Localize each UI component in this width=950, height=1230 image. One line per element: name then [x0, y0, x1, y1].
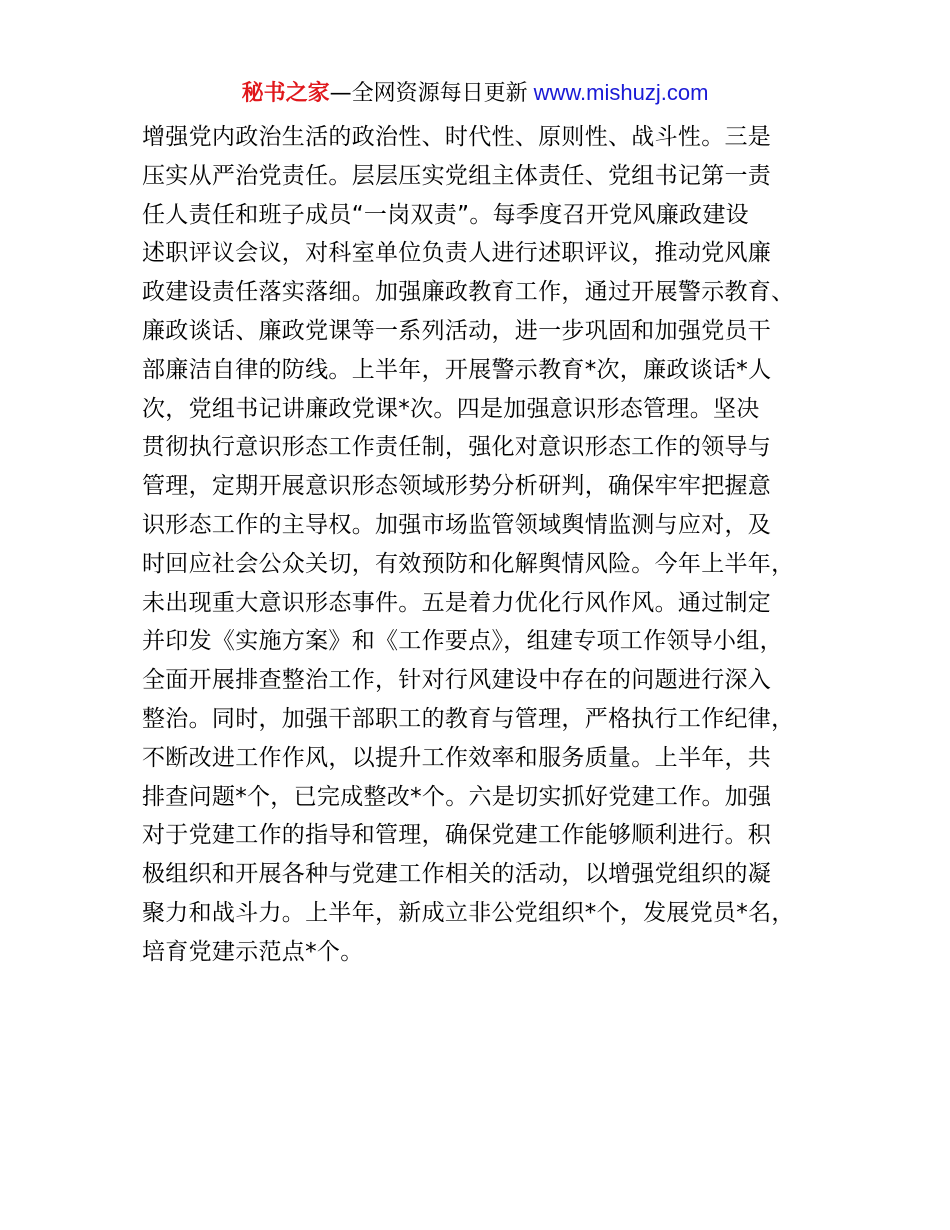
text-line: 压实从严治党责任。层层压实党组主体责任、党组书记第一责: [142, 162, 772, 189]
text-line: 管理，定期开展意识形态领域形势分析研判，确保牢牢把握意: [142, 473, 772, 500]
text-line: 排查问题*个，已完成整改*个。六是切实抓好党建工作。加强: [142, 783, 772, 810]
text-line: 任人责任和班子成员“一岗双责”。每季度召开党风廉政建设: [142, 201, 749, 228]
text-line: 廉政谈话、廉政党课等一系列活动，进一步巩固和加强党员干: [142, 317, 772, 344]
text-line: 并印发《实施方案》和《工作要点》，组建专项工作领导小组，: [142, 628, 783, 655]
text-line: 对于党建工作的指导和管理，确保党建工作能够顺利进行。积: [142, 822, 772, 849]
text-line: 述职评议会议，对科室单位负责人进行述职评议，推动党风廉: [142, 240, 772, 267]
page-header: [0, 78, 950, 109]
text-line: 识形态工作的主导权。加强市场监管领域舆情监测与应对，及: [142, 511, 772, 538]
brand-name: 秘书之家: [241, 81, 330, 106]
text-line: 时回应社会公众关切，有效预防和化解舆情风险。今年上半年，: [142, 550, 795, 577]
text-line: 部廉洁自律的防线。上半年，开展警示教育*次，廉政谈话*人: [142, 356, 772, 383]
site-link[interactable]: www.mishuzj.com: [533, 80, 709, 105]
text-line: 增强党内政治生活的政治性、时代性、原则性、战斗性。三是: [142, 124, 772, 150]
header-tagline: —全网资源每日更新: [329, 81, 528, 106]
text-line: 未出现重大意识形态事件。五是着力优化行风作风。通过制定: [142, 589, 772, 616]
text-line: 极组织和开展各种与党建工作相关的活动，以增强党组织的凝: [142, 861, 772, 888]
document-body: [142, 118, 822, 972]
text-line: 贯彻执行意识形态工作责任制，强化对意识形态工作的领导与: [142, 434, 772, 461]
text-line: 聚力和战斗力。上半年，新成立非公党组织*个，发展党员*名，: [142, 899, 795, 926]
text-line: 次，党组书记讲廉政党课*次。四是加强意识形态管理。坚决: [142, 395, 760, 422]
text-line: 不断改进工作作风，以提升工作效率和服务质量。上半年，共: [142, 744, 772, 771]
text-line: 政建设责任落实落细。加强廉政教育工作，通过开展警示教育、: [142, 279, 795, 306]
text-line: 全面开展排查整治工作，针对行风建设中存在的问题进行深入: [142, 667, 772, 694]
text-line: 培育党建示范点*个。: [142, 938, 364, 965]
text-line: 整治。同时，加强干部职工的教育与管理，严格执行工作纪律，: [142, 705, 795, 732]
